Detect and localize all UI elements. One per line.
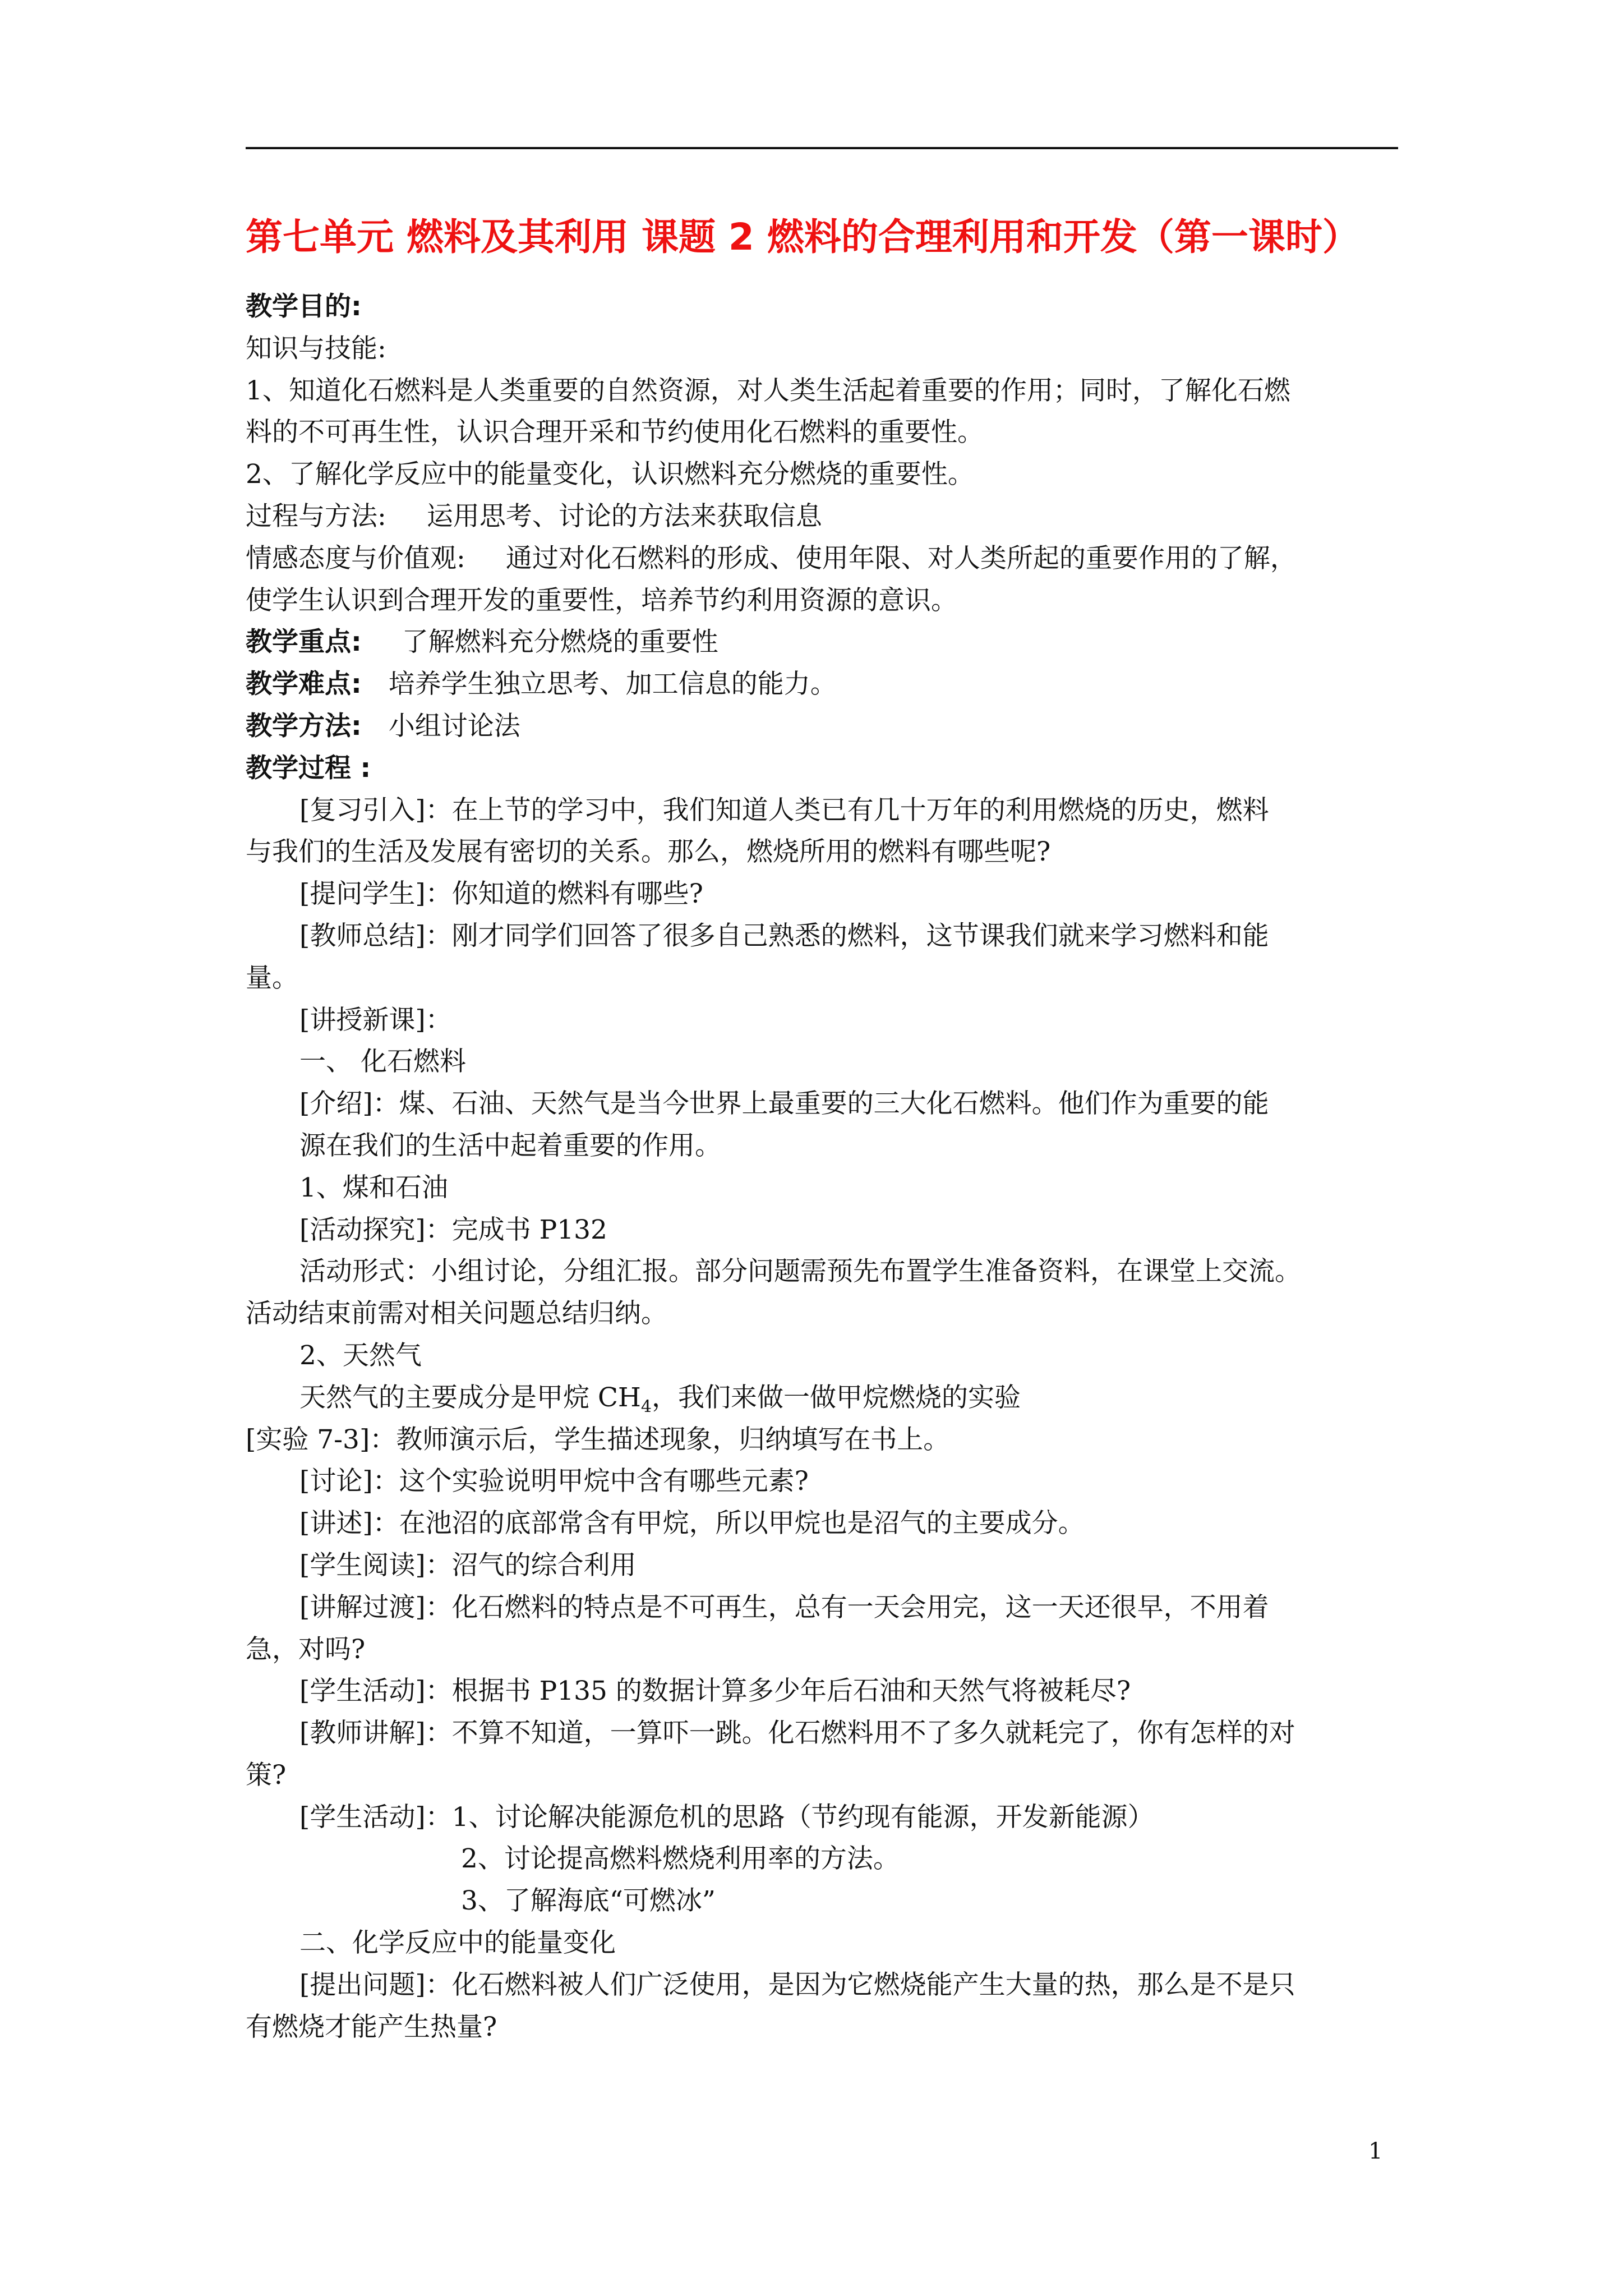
student-activity-2c: 3、了解海底“可燃冰” [461,1885,716,1917]
question: [提出问题]：化石燃料被人们广泛使用，是因为它燃烧能产生大量的热，那么是不是只 [299,1969,1295,2000]
subsection-natural-gas: 2、天然气 [299,1340,422,1371]
narration: [讲述]：在池沼的底部常含有甲烷，所以甲烷也是沼气的主要成分。 [299,1508,1085,1539]
teacher-summary-cont: 量。 [246,962,298,993]
activity-form: 活动形式：小组讨论，分组汇报。部分问题需预先布置学生准备资料，在课堂上交流。 [299,1256,1301,1287]
teaching-method [246,706,1401,748]
process-label: 过程与方法: [246,500,386,532]
introduction: [介绍]：煤、石油、天然气是当今世界上最重要的三大化石燃料。他们作为重要的能 [299,1088,1269,1120]
question-cont: 有燃烧才能产生热量? [246,2011,497,2042]
student-activity-2b: 2、讨论提高燃料燃烧利用率的方法。 [461,1843,900,1875]
difficulty-label: 教学难点: [246,669,362,700]
student-activity-2: [学生活动]：1、讨论解决能源危机的思路（节约现有能源，开发新能源） [299,1801,1154,1833]
ask-students: [提问学生]：你知道的燃料有哪些? [299,878,703,910]
teacher-summary: [教师总结]：刚才同学们回答了很多自己熟悉的燃料，这节课我们就来学习燃料和能 [299,920,1269,951]
section-2-heading: 二、化学反应中的能量变化 [299,1927,616,1959]
review-intro: [复习引入]：在上节的学习中，我们知道人类已有几十万年的利用燃烧的历史，燃料 [299,794,1269,826]
introduction-cont: 源在我们的生活中起着重要的作用。 [299,1130,721,1161]
page-title: 第七单元 燃料及其利用 课题 2 燃料的合理利用和开发（第一课时） [246,215,1359,259]
knowledge-item-2: 2、了解化学反应中的能量变化，认识燃料充分燃烧的重要性。 [246,459,974,490]
document-body [246,286,1401,2048]
activity-form-cont: 活动结束前需对相关问题总结归纳。 [246,1298,667,1329]
knowledge-item-1-cont: 料的不可再生性，认识合理开采和节约使用化石燃料的重要性。 [246,417,984,448]
emotion-label: 情感态度与价值观: [246,542,465,574]
process-text: 运用思考、讨论的方法来获取信息 [426,500,822,532]
key-point [246,622,1401,664]
natural-gas-pre: 天然气的主要成分是甲烷 CH [299,1382,641,1413]
emotion-values-cont: 使学生认识到合理开发的重要性，培养节约利用资源的意识。 [246,585,957,616]
experiment: [实验 7-3]：教师演示后，学生描述现象，归纳填写在书上。 [246,1424,950,1455]
difficulty-point [246,664,1401,706]
method-label: 教学方法: [246,710,362,742]
procedure-heading: 教学过程 : [246,752,371,784]
section-1-heading: 一、 化石燃料 [299,1046,466,1078]
difficulty-text: 培养学生独立思考、加工信息的能力。 [388,669,837,700]
transition: [讲解过渡]：化石燃料的特点是不可再生，总有一天会用完，这一天还很早，不用着 [299,1591,1269,1623]
emotion-text: 通过对化石燃料的形成、使用年限、对人类所起的重要作用的了解， [505,542,1297,574]
methane-subscript: 4 [640,1397,652,1417]
teacher-explain: [教师讲解]：不算不知道，一算吓一跳。化石燃料用不了多久就耗完了，你有怎样的对 [299,1718,1295,1749]
knowledge-heading: 知识与技能: [246,333,386,364]
natural-gas-post: ，我们来做一做甲烷燃烧的实验 [651,1382,1021,1413]
student-reading: [学生阅读]：沼气的综合利用 [299,1549,637,1581]
process-method [246,496,1401,538]
knowledge-item-1: 1、知道化石燃料是人类重要的自然资源，对人类生活起着重要的作用；同时，了解化石燃 [246,375,1290,406]
new-lesson: [讲授新课]： [299,1004,452,1036]
activity-explore: [活动探究]：完成书 P132 [299,1214,607,1245]
natural-gas-text [246,1377,1401,1419]
discussion: [讨论]：这个实验说明甲烷中含有哪些元素? [299,1466,809,1497]
objectives-heading: 教学目的: [246,291,362,322]
transition-cont: 急，对吗? [246,1634,366,1665]
key-label: 教学重点: [246,627,362,658]
subsection-coal-oil: 1、煤和石油 [299,1172,448,1203]
page-number: 1 [1368,2138,1383,2164]
teacher-explain-cont: 策? [246,1759,287,1791]
header-rule [246,147,1398,149]
emotion-values [246,538,1401,580]
method-text: 小组讨论法 [388,710,520,742]
review-intro-cont: 与我们的生活及发展有密切的关系。那么，燃烧所用的燃料有哪些呢? [246,836,1051,868]
key-text: 了解燃料充分燃烧的重要性 [402,627,718,658]
student-activity-1: [学生活动]：根据书 P135 的数据计算多少年后石油和天然气将被耗尽? [299,1676,1131,1707]
